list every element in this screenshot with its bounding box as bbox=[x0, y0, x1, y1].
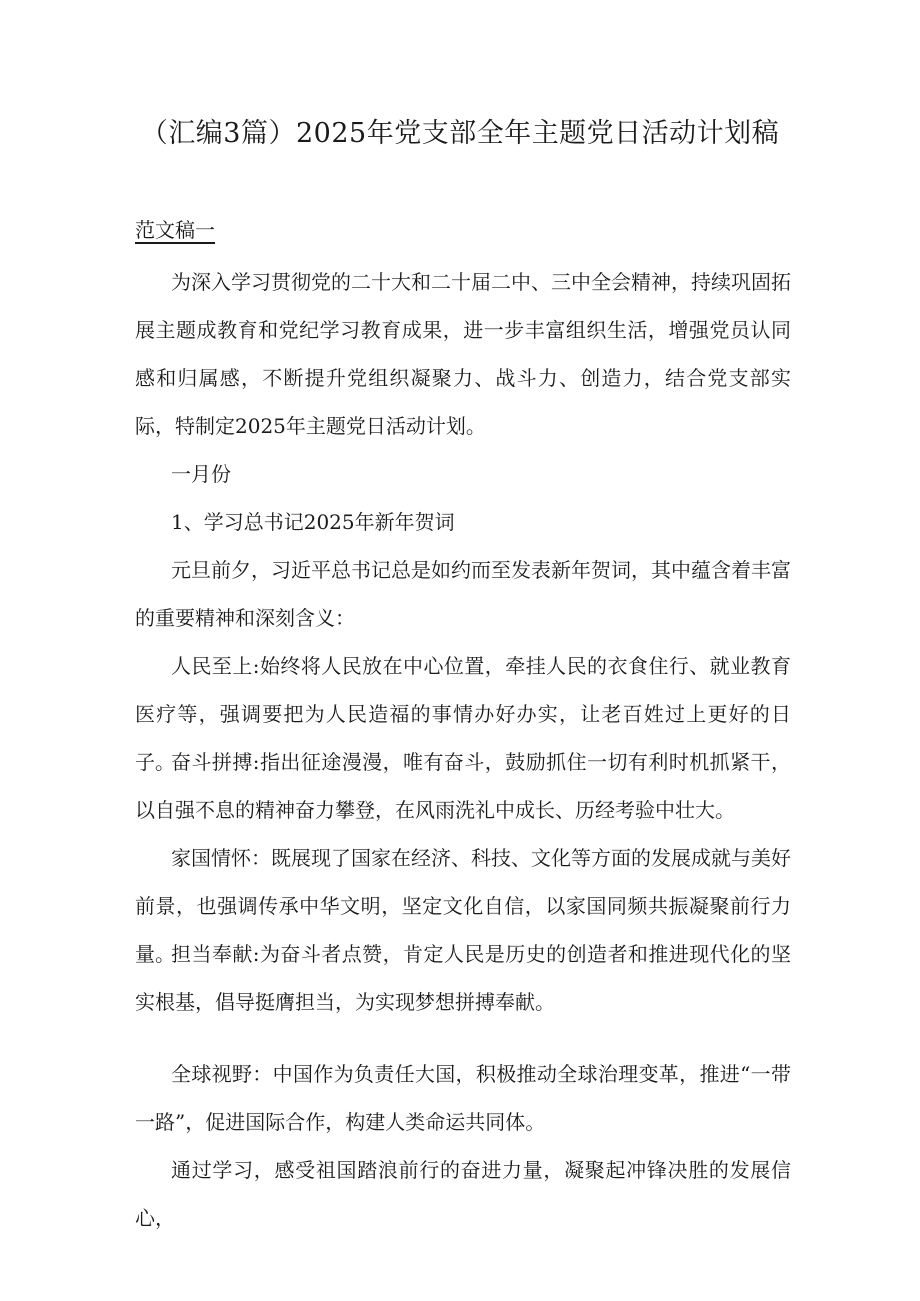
item-intro-paragraph: 元旦前夕，习近平总书记总是如约而至发表新年贺词，其中蕴含着丰富的重要精神和深刻含义： bbox=[135, 558, 791, 630]
point-paragraph-global-vision: 全球视野：中国作为负责任大国，积极推动全球治理变革，推进“一带一路”，促进国际合作，构建人类命运共同体。 bbox=[135, 1062, 791, 1134]
point-paragraph-striving: 奋斗拼搏:指出征途漫漫，唯有奋斗，鼓励抓住一切有利时机抓紧干，以自强不息的精神奋力攀登，在风雨洗礼中成长、历经考验中壮大。 bbox=[135, 750, 791, 822]
section-label: 范文稿一 bbox=[135, 218, 215, 242]
point-paragraph-dedication: 担当奉献:为奋斗者点赞，肯定人民是历史的创造者和推进现代化的坚实根基，倡导挺膺担当，为实现梦想拼搏奉献。 bbox=[135, 942, 791, 1014]
point-paragraph-patriotism: 家国情怀：既展现了国家在经济、科技、文化等方面的发展成就与美好前景，也强调传承中华文明，坚定文化自信，以家国同频共振凝聚前行力量。 bbox=[135, 846, 791, 966]
closing-paragraph: 通过学习，感受祖国踏浪前行的奋进力量，凝聚起冲锋决胜的发展信心， bbox=[135, 1158, 791, 1230]
intro-paragraph: 为深入学习贯彻党的二十大和二十届二中、三中全会精神，持续巩固拓展主题成教育和党纪学习教育成果，进一步丰富组织生活，增强党员认同感和归属感，不断提升党组织凝聚力、战斗力、创造力，结合党支部实际，特制定2025年主题党日活动计划。 bbox=[135, 270, 791, 438]
document-title: （汇编3篇）2025年党支部全年主题党日活动计划稿 bbox=[140, 118, 780, 149]
point-paragraph-people-first: 人民至上:始终将人民放在中心位置，牵挂人民的衣食住行、就业教育医疗等，强调要把为人民造福的事情办好办实，让老百姓过上更好的日子。 bbox=[135, 654, 791, 774]
item-heading: 1、学习总书记2025年新年贺词 bbox=[171, 510, 455, 534]
month-heading: 一月份 bbox=[171, 462, 231, 486]
